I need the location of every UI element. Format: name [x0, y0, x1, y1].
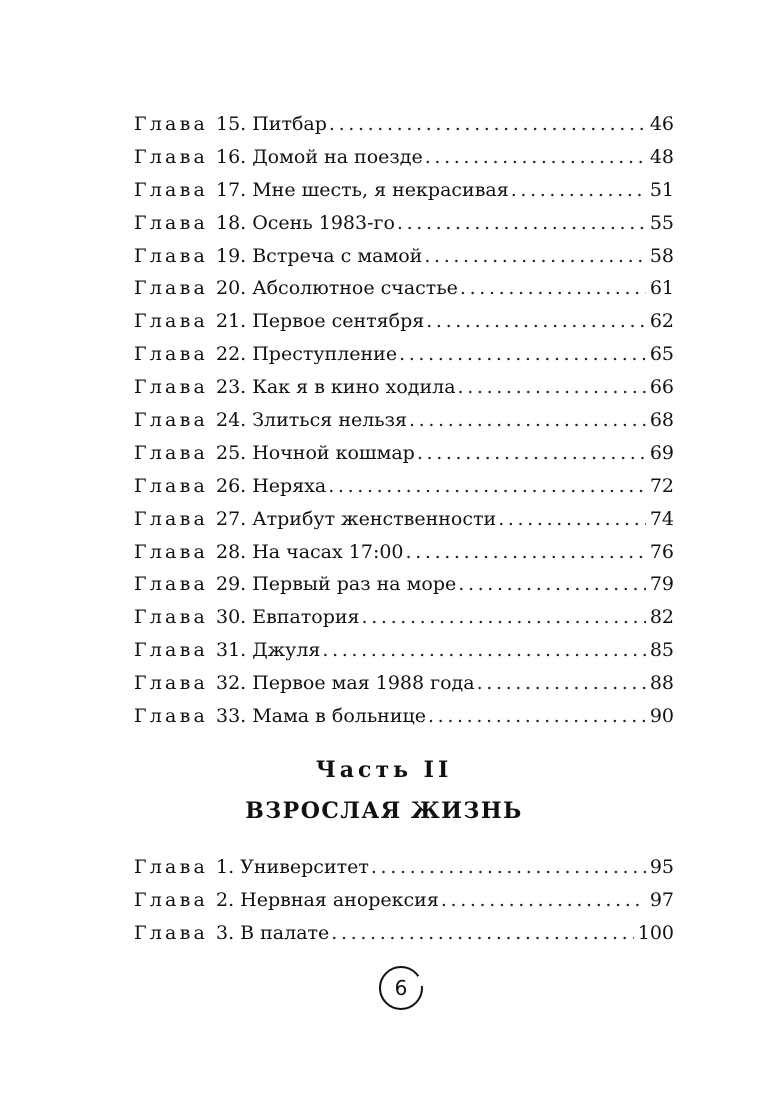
toc-entry[interactable]	[134, 404, 674, 437]
toc-entry[interactable]	[134, 884, 674, 917]
chapter-page: 72	[649, 474, 674, 497]
chapter-title: Мне шесть, я некрасивая	[252, 178, 509, 201]
chapter-title: Неряха	[252, 474, 327, 497]
chapter-title: Университет	[240, 856, 369, 878]
chapter-title: Первый раз на море	[252, 573, 457, 596]
chapter-label: Глава	[134, 310, 209, 333]
dot-leader	[331, 917, 633, 950]
toc-entry[interactable]	[134, 601, 674, 634]
dot-leader	[458, 568, 646, 601]
chapter-page: 95	[649, 856, 674, 878]
chapter-title: Первое мая 1988 года	[252, 672, 475, 695]
part-title: ВЗРОСЛАЯ ЖИЗНЬ	[245, 798, 523, 824]
chapter-number: 31.	[216, 639, 247, 662]
dot-leader	[371, 851, 646, 884]
chapter-number: 2.	[216, 888, 235, 911]
dot-leader	[441, 884, 646, 917]
dot-leader	[417, 437, 646, 470]
chapter-label: Глава	[134, 244, 209, 267]
chapter-label: Глава	[134, 376, 209, 399]
dot-leader	[426, 305, 646, 338]
chapter-label: Глава	[134, 507, 209, 530]
dot-leader	[399, 338, 646, 371]
chapter-title: Первое сентября	[252, 310, 425, 333]
chapter-title: В палате	[240, 921, 330, 944]
chapter-number: 27.	[216, 507, 247, 530]
chapter-number: 24.	[216, 409, 247, 432]
toc-entry[interactable]	[134, 851, 674, 884]
chapter-page: 85	[649, 639, 674, 662]
dot-leader	[511, 174, 646, 207]
chapter-label: Глава	[134, 441, 209, 464]
chapter-page: 82	[649, 606, 674, 629]
chapter-title: Встреча с мамой	[252, 244, 423, 267]
chapter-page: 76	[649, 540, 674, 563]
toc-entry[interactable]	[134, 207, 674, 240]
chapter-title: Злиться нельзя	[252, 409, 407, 432]
chapter-title: Атрибут женственности	[252, 507, 497, 530]
toc-entry[interactable]	[134, 700, 674, 733]
chapter-title: Ночной кошмар	[252, 441, 415, 464]
chapter-label: Глава	[134, 178, 209, 201]
chapter-page: 55	[649, 211, 674, 234]
chapter-page: 62	[649, 310, 674, 333]
chapter-page: 48	[649, 145, 674, 168]
chapter-page: 66	[649, 376, 674, 399]
chapter-number: 21.	[216, 310, 247, 333]
chapter-label: Глава	[134, 540, 209, 563]
chapter-page: 97	[649, 888, 674, 911]
chapter-number: 1.	[216, 856, 235, 878]
chapter-label: Глава	[134, 856, 209, 878]
toc-entry[interactable]	[134, 338, 674, 371]
chapter-page: 68	[649, 409, 674, 432]
page-number: 6	[394, 976, 408, 1000]
chapter-title: Осень 1983-го	[252, 211, 395, 234]
part-label: Часть II	[315, 757, 453, 783]
dot-leader	[409, 404, 646, 437]
chapter-page: 69	[649, 441, 674, 464]
toc-entry[interactable]	[134, 305, 674, 338]
chapter-page: 88	[649, 672, 674, 695]
chapter-number: 29.	[216, 573, 247, 596]
dot-leader	[362, 601, 646, 634]
chapter-number: 22.	[216, 343, 247, 366]
dot-leader	[477, 667, 646, 700]
dot-leader	[460, 272, 646, 305]
toc-entry[interactable]	[134, 667, 674, 700]
chapter-number: 26.	[216, 474, 247, 497]
chapter-label: Глава	[134, 705, 209, 728]
dot-leader	[458, 371, 646, 404]
chapter-page: 74	[649, 507, 674, 530]
toc-entry[interactable]	[134, 371, 674, 404]
chapter-label: Глава	[134, 145, 209, 168]
dot-leader	[322, 634, 645, 667]
chapter-number: 3.	[216, 921, 235, 944]
toc-entry[interactable]	[134, 108, 674, 141]
toc-entry[interactable]	[134, 470, 674, 503]
chapter-number: 17.	[216, 178, 247, 201]
toc-part1	[134, 108, 674, 733]
chapter-page: 46	[649, 113, 674, 135]
chapter-label: Глава	[134, 474, 209, 497]
chapter-number: 23.	[216, 376, 247, 399]
chapter-page: 58	[649, 244, 674, 267]
toc-entry[interactable]	[134, 240, 674, 273]
chapter-label: Глава	[134, 343, 209, 366]
dot-leader	[328, 470, 646, 503]
dot-leader	[428, 700, 646, 733]
chapter-page: 100	[637, 921, 674, 944]
toc-entry[interactable]	[134, 437, 674, 470]
chapter-number: 15.	[216, 113, 247, 135]
chapter-number: 18.	[216, 211, 247, 234]
chapter-title: Евпатория	[252, 606, 360, 629]
chapter-title: Нервная анорексия	[240, 888, 439, 911]
toc-entry[interactable]	[134, 634, 674, 667]
chapter-page: 61	[649, 277, 674, 300]
dot-leader	[397, 207, 646, 240]
chapter-label: Глава	[134, 921, 209, 944]
chapter-label: Глава	[134, 113, 209, 135]
chapter-title: Питбар	[252, 113, 327, 135]
chapter-label: Глава	[134, 573, 209, 596]
toc-entry[interactable]	[134, 503, 674, 536]
chapter-label: Глава	[134, 639, 209, 662]
chapter-number: 32.	[216, 672, 247, 695]
chapter-page: 90	[649, 705, 674, 728]
chapter-title: Как я в кино ходила	[252, 376, 456, 399]
chapter-label: Глава	[134, 277, 209, 300]
dot-leader	[406, 536, 646, 569]
chapter-number: 25.	[216, 441, 247, 464]
chapter-number: 28.	[216, 540, 247, 563]
chapter-number: 19.	[216, 244, 247, 267]
chapter-label: Глава	[134, 606, 209, 629]
chapter-number: 33.	[216, 705, 247, 728]
chapter-label: Глава	[134, 672, 209, 695]
chapter-number: 30.	[216, 606, 247, 629]
toc-entry[interactable]	[134, 141, 674, 174]
chapter-label: Глава	[134, 409, 209, 432]
chapter-page: 65	[649, 343, 674, 366]
chapter-page: 79	[649, 573, 674, 596]
chapter-page: 51	[649, 178, 674, 201]
page-number-badge	[379, 966, 423, 1010]
toc-entry[interactable]	[134, 917, 674, 950]
dot-leader	[425, 141, 646, 174]
chapter-title: На часах 17:00	[252, 540, 404, 563]
toc-entry[interactable]	[134, 568, 674, 601]
circle-gap-decoration	[418, 976, 424, 986]
toc-entry[interactable]	[134, 174, 674, 207]
dot-leader	[424, 240, 645, 273]
chapter-title: Домой на поезде	[252, 145, 423, 168]
toc-part2	[134, 851, 674, 950]
chapter-title: Абсолютное счастье	[252, 277, 458, 300]
chapter-number: 20.	[216, 277, 247, 300]
dot-leader	[498, 503, 646, 536]
dot-leader	[329, 108, 646, 141]
chapter-title: Мама в больнице	[252, 705, 426, 728]
chapter-label: Глава	[134, 888, 209, 911]
chapter-label: Глава	[134, 211, 209, 234]
chapter-title: Преступление	[252, 343, 398, 366]
chapter-title: Джуля	[252, 639, 321, 662]
toc-entry[interactable]	[134, 272, 674, 305]
chapter-number: 16.	[216, 145, 247, 168]
toc-entry[interactable]	[134, 536, 674, 569]
